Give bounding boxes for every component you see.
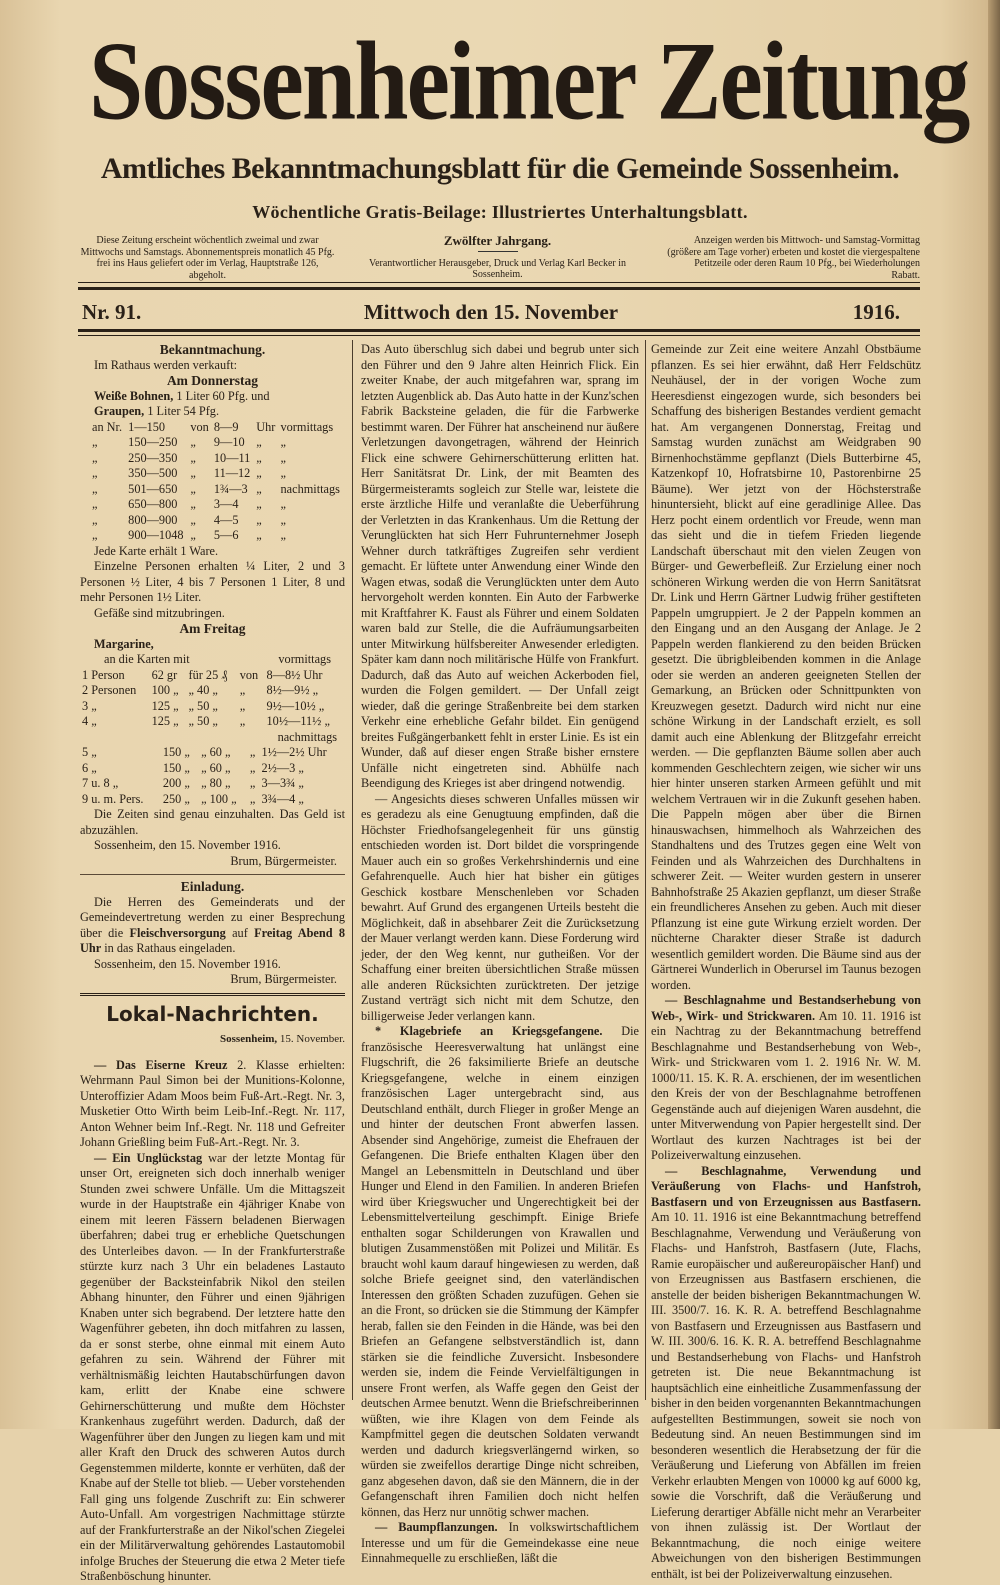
table-cell: 5—6 [213,528,239,542]
article-headline: — Das Eiserne Kreuz [94,1057,228,1072]
table-cell: 8½—9½ „ [266,683,319,697]
article-accident-day [80,1151,345,1585]
times-note: Die Zeiten sind genau einzuhalten. Das Geld ist abzuzählen. [80,807,345,837]
notice-place-date: Sossenheim, den 15. November 1916. [94,838,281,852]
masthead-title: Sossenheimer Zeitung [88,19,969,144]
table-cell: „ [280,512,286,527]
table-cell: 2½—3 „ [261,760,304,775]
article-tree-planting [361,1520,639,1567]
table-cell: 800—900 [128,512,178,527]
table-cell: „ [190,528,196,542]
table-cell: 9½—10½ „ [266,698,325,713]
table-row [80,792,345,808]
local-news-heading: Lokal-Nachrichten. [106,1001,319,1026]
table-cell: vormittags [280,419,334,434]
table-cell: 150 „ [162,745,190,759]
table-cell: 5 „ [82,745,97,759]
table-cell: an Nr. [92,419,123,434]
table-cell: „ [249,791,256,806]
table-cell: „ [249,776,256,790]
table-cell: von [239,667,259,682]
table-row [80,497,345,513]
invitation-topic: Fleischversorgung [129,925,226,940]
table-row [80,745,345,761]
table-cell: „ 80 „ [201,776,231,790]
issue-date: Mittwoch den 15. November [363,300,619,324]
table-cell: 8—8½ Uhr [266,667,323,682]
publisher-info [355,235,640,281]
barley-price: 1 Liter 54 Pfg. [147,404,220,418]
table-cell: „ 50 „ [188,698,218,713]
table-cell: „ [190,481,196,496]
masthead [60,19,969,144]
article-body: Die französische Heeresverwaltung hat unlängst eine Flugschrift, die 26 faksimilierte Briefe an deutsche Kriegsgefangene, welche in einem einzigen französischen Lager untergebracht sind, aus Deutschland enthält, durch Flieger in großer Menge an und hinter der deutschen Front abwerfen lassen. Absender sind Angehörige, zumeist die Ehefrauen der Gefangenen. Die Briefe enthalten Klagen über den Mangel an Lebensmitteln in Deutschland und über Hunger und Elend in den Familien. In anderen Briefen wird über Kriegswucher und Ungerechtigkeit bei der Lebensmittelverteilung geschimpft. Einige Briefe enthalten sogar Schilderungen von Krawallen und blutigen Zusammenstößen mit Polizei und Militär. Es braucht wohl kaum darauf hingewiesen zu werden, daß solche Briefe geeignet sind, den vaterländischen Interessen den größten Schaden zuzufügen. Gehen sie an die Front, so drücken sie die Stimmung der Kämpfer herab, fallen sie den Feinden in die Hände, was bei den Briefen an Gefangene selbstverständlich ist, dann stärken sie die feindliche Zuversicht. Insbesondere werden sie, indem die Feinde Vervielfältigungen in unsere Front werfen, als Waffe gegen den Geist der deutschen Armee benutzt. Wenn die Briefschreiberinnen wüßten, wie ihre Klagen von dem Feinde als Kampfmittel gegen die deutschen Soldaten verwandt werden und dadurch kriegsverlängernd wirken, so würden sie zweifellos derartige Dinge nicht schreiben, ganz abgesehen davon, daß sie den Männern, die in der Gefangenschaft ihren Familien doch nicht helfen können, das Herz nur unnötig schwer machen. [361,1024,639,1519]
table-cell: „ [239,714,246,728]
table-cell: „ [239,683,246,697]
table-cell: „ [92,497,98,511]
margarine-lead: Margarine, [94,636,154,651]
table-cell: „ [190,512,196,527]
friday-heading: Am Freitag [179,621,246,636]
table-cell: „ [190,450,196,465]
table-cell: 3—3¾ „ [261,776,304,790]
table-cell: „ [190,435,196,449]
table-row [80,466,345,482]
article-body: Am 10. 11. 1916 ist ein Nachtrag zu der Bekanntmachung betreffend Beschlagnahme und Bestandserhebung von Web-, Wirk- und Strickwaren vom 1. 2. 1916 Nr. W. M. 1000/11. 15. K. R. A. erschienen, der im wesentlichen den Kreis der von der Beschlagnahme betroffenen Gegenstände auch auf diejenigen Waren ausdehnt, die unter Mitverwendung von Papier hergestellt sind. Der Wortlaut des kurzen Nachtrages ist bei der Polizeiverwaltung einzusehen. [651,1008,921,1162]
table-cell: 4 „ [82,714,97,728]
table-cell: „ [280,435,286,449]
invitation-text [80,895,345,957]
margarine-morning: vormittags [278,652,331,666]
table-cell: „ [256,450,262,465]
table-cell: 250 „ [162,791,190,806]
table-cell: „ [249,760,256,775]
issue-year: 1916. [852,300,900,324]
article-headline: — Beschlagnahme und Bestandserhebung von Web-, Wirk- und Strickwaren. [651,993,921,1023]
table-cell: „ [280,497,286,511]
margarine-cards: an die Karten mit [104,652,190,666]
table-cell: 10½—11½ „ [266,714,330,728]
masthead-subtitle-box [60,150,940,188]
table-cell: „ [239,698,246,713]
article-headline: * Klagebriefe an Kriegsgefangene. [375,1024,603,1038]
article-body: 2. Klasse erhielten: Wehrmann Paul Simon bei der Munitions-Kolonne, Unteroffizier Adam Moos beim Fuß-Art.-Regt. Nr. 3, Musketier Otto Wirth beim Leib-Inf.-Regt. Nr. 117, Anton Wehner beim Inf.-Regt. Nr. 118 und Gefreiter Johann Grießling beim Fuß-Art.-Regt. Nr. 3. [80,1057,345,1149]
article-flax-seizure [651,1164,921,1583]
table-cell: 8—9 [213,419,239,434]
table-row [80,482,345,498]
rule [78,335,920,336]
column-2 [361,342,639,1567]
table-cell: für 25 ₰ [188,667,228,682]
subscription-info: Diese Zeitung erscheint wöchentlich zweimal und zwar Mittwochs und Samstags. Abonnementspreis monatlich 45 Pfg. frei ins Haus geliefert oder im Verlag, Hauptstraße 126, abgeholt. [80,235,335,281]
table-cell: 4—5 [213,512,239,527]
table-cell: 1—150 [128,419,166,434]
table-row [80,668,345,684]
table-row [80,420,345,436]
table-row [80,528,345,544]
table-cell: 200 „ [162,776,190,790]
notice-intro: Im Rathaus werden verkauft: [94,357,238,372]
volume-year: Zwölfter Jahrgang. [443,233,552,248]
barley-label: Graupen, [94,404,145,418]
invitation-text-3: in das Rathaus eingeladen. [104,941,236,955]
table-cell: „ 60 „ [201,760,231,775]
invitation-title: Einladung. [180,879,245,894]
table-cell: „ [280,466,286,480]
table-cell: 150—250 [128,435,178,449]
rule [78,329,920,332]
table-cell: „ [256,435,262,449]
article-cemetery-wall: — Angesichts dieses schweren Unfalles müssen wir es geradezu als eine Genugtuung empfinden, daß die Höchster Friedhofsangelegenheit für uns günstig entschieden worden ist. Dort bildet die vorspringende Mauer auch ein so großes Verkehrshindernis und eine Gefahrenquelle. Auch hier hat bisher ein gütiges Geschick kostbare Menschenleben vor Schaden bewahrt. Auf Grund des ergangenen Urteils besteht die Möglichkeit, daß in absehbarer Zeit die Zurücksetzung der Mauer verlangt werden kann. Diese Forderung wird jeder, der den Weg kennt, nur gutheißen. Vor der Schaffung einer breiten übersichtlichen Straße müssen alle anderen Rücksichten zurücktreten. Der jetzige Zustand verträgt sich nicht mit dem Schutze, den billigerweise Jeder verlangen kann. [361,791,639,1023]
table-cell: „ [190,497,196,511]
masthead-subtitle: Amtliches Bekanntmachungsblatt für die Gemeinde Sossenheim. [100,152,900,185]
table-cell: „ [249,745,256,759]
invitation-signature: Brum, Bürgermeister. [230,972,337,986]
table-cell: „ [256,497,262,511]
table-cell: 1 Person [82,667,125,682]
table-cell: von [190,419,209,434]
article-body: Am 10. 11. 1916 ist eine Bekanntmachung betreffend Beschlagnahme, Verwendung und Veräußerung von Flachs- und Hanfstroh, Bastfasern (Jute, Flachs, Ramie europäischer und außereuropäischer Hanf) und von Erzeugnissen aus Bastfasern erschienen, die anstelle der beiden bisherigen Bekanntmachungen W. III. 3500/7. 16. K. R. A. betreffend Beschlagnahme von Bastfasern und Erzeugnissen aus Bastfasern und W. III. 300/6. 16. K. R. A. betreffend Beschlagnahme und Bestandserhebung von Flachs- und Hanfstroh getreten ist. Die neue Bekanntmachung ist hauptsächlich eine einheitliche Zusammenfassung der bisher in den beiden vorgenannten Bekanntmachungen aufgestellten Bestimmungen, soweit sie noch von Bedeutung sind. An neuen Bestimmungen sind im besonderen wesentlich die Herabsetzung der für die Veräußerung und Lieferung von Abfällen im freien Verkehr erlaubten Mengen von 10000 kg auf 6000 kg, sowie die Vorschrift, daß die Veräußerung und Lieferung derartiger Abfälle nicht mehr an Verarbeiter von ihnen zulässig ist. Der Wortlaut der Bekanntmachung, die noch einige weitere Abweichungen von den bisherigen Bestimmungen enthält, ist bei der Polizeiverwaltung einzusehen. [651,1210,921,1581]
page-edge [988,0,1000,1429]
table-cell: 650—800 [128,497,178,511]
table-cell: nachmittags [280,481,340,496]
table-cell: „ 60 „ [201,745,231,759]
table-cell: 10—11 [213,450,251,465]
table-cell: „ [256,466,262,480]
table-cell: „ [280,528,286,542]
vessel-note: Gefäße sind mitzubringen. [94,605,225,620]
table-row [80,776,345,792]
supplement-box [60,200,940,224]
table-cell: „ [190,466,196,480]
table-row [80,714,345,730]
table-cell: 2 Personen [82,683,137,697]
column-divider [645,340,646,1400]
article-headline: — Beschlagnahme, Verwendung und Veräußerung von Flachs- und Hanfstroh, Bastfasern und von Erzeugnissen aus Bastfasern. [651,1163,921,1209]
table-cell: 125 „ [151,714,179,728]
table-cell: 150 „ [162,760,190,775]
margarine-afternoon: nachmittags [277,729,337,744]
publisher-text: Verantwortlicher Herausgeber, Druck und Verlag Karl Becker in Sossenheim. [368,257,627,280]
divider [80,874,345,875]
table-cell: „ 40 „ [188,683,218,697]
table-cell: 100 „ [151,683,179,697]
table-row [80,513,345,529]
table-cell: „ 100 „ [201,791,237,806]
article-textile-seizure [651,993,921,1164]
beans-label: Weiße Bohnen, [94,388,174,403]
table-cell: 125 „ [151,698,179,713]
thursday-heading: Am Donnerstag [166,373,259,388]
notice-title: Bekanntmachung. [159,342,266,357]
issue-number: Nr. 91. [82,300,142,324]
invitation-text-1: Die Herren des Gemeinderats und der Gemeindevertretung werden zu einer Besprechung über die [80,894,345,940]
table-cell: „ [256,481,262,496]
margarine-table-afternoon [80,745,345,807]
table-cell: 9 u. m. Pers. [82,791,144,806]
margarine-label [80,637,345,653]
supplement-line: Wöchentliche Gratis-Beilage: Illustriertes Unterhaltungsblatt. [252,202,748,222]
table-row [80,451,345,467]
rule [78,287,920,290]
invitation-place-date: Sossenheim, den 15. November 1916. [94,956,281,971]
invitation-text-2: auf [232,925,248,940]
advertising-info: Anzeigen werden bis Mittwoch- und Samstag-Vormittag (größere am Tage vorher) erbeten und kostet die viergespaltene Petitzeile oder deren Raum 10 Pfg., bei Wiederholungen Rabatt. [667,235,920,281]
table-cell: 900—1048 [128,528,184,542]
margarine-subhead [80,652,345,668]
table-cell: 9—10 [213,435,245,449]
table-cell: 7 u. 8 „ [82,776,119,790]
divider [478,251,518,252]
table-cell: „ [280,450,286,465]
sale-schedule-table [80,420,345,544]
table-cell: „ [92,435,98,449]
table-cell: 1½—2½ Uhr [261,745,327,759]
article-tree-planting-cont: Gemeinde zur Zeit eine weitere Anzahl Obstbäume pflanzen. Es sei hier erwähnt, daß Herr Feldschütz Neuhäusel, der in der vorigen Woche zum Heeresdienst eingezogen wurde, sich besonders bei Schaffung des bisherigen Bestandes verdient gemacht hat. Am vergangenen Donnerstag, Freitag und Samstag wurden zunächst am Weidgraben 90 Birnenhochstämme gepflanzt (Diels Butterbirne 45, Katzenkopf 10, Hofratsbirne 10, Pastorenbirne 25 Bäume). Wer jetzt von der Höchsterstraße hinuntersieht, blickt auf eine geradlinige Allee. Das Herz pocht einem ordentlich vor Freude, wenn man das sieht und die in tiefem Frieden liegende Landschaft überschaut mit den vielen Zeugen von Bürger- und Gewerbefleiß. Zur Erzielung einer noch schöneren Wirkung werden die von Herrn Sanitätsrat Dr. Link und Herrn Gärtner Ludwig früher gestifteten Pappeln umgruppiert. Je 2 der Pappeln kommen an den Eingang und an den Ausgang der Anlage. Je 2 Pappeln werden flankierend zu den beiden Brücken gesetzt. Die übrigbleibenden kommen in die Anlage oder sie werden an anderen geeigneten Stellen der Gemarkung, an Brücken oder Schnittpunkten von Kreuzwegen gesetzt. Dadurch wird nicht nur eine schöne Wirkung in der Landschaft erzielt, es soll damit auch eine Ablenkung der Blitzgefahr erreicht werden. — Die gepflanzten Bäume sollen aber auch kommenden Geschlechtern zeigen, wie sicher wir uns hier hinter unseren starken Armeen gefühlt und mit welchem Vertrauen wir in die Zukunft gesehen haben. Die Pappeln mögen aber über die Birnen hinauswachsen, himmelhoch als Wahrzeichen des Standhaltens und des Trutzes gegen eine Welt von Feinden und als Wahrzeichen des Durchhaltens in schwerer Zeit. — Weiter wurden gestern in unserer Bahnhofstraße 25 Akazien gepflanzt, um dieser Straße ein freundlicheres Ansehen zu geben. Auch mit dieser Pflanzung ist eine gute Wirkung erzielt worden. Der nüchterne Charakter dieser Straße ist dadurch wesentlich gemildert worden. Die Bäume sind aus der Gärtnerei Wunderlich in Oberursel im Taunus bezogen worden. [651,342,921,992]
table-cell: „ [92,466,98,480]
table-cell: „ [92,481,98,496]
table-cell: 501—650 [128,481,178,496]
table-cell: „ [92,528,98,542]
table-cell: 1¾—3 [213,481,248,496]
table-cell: 350—500 [128,466,178,480]
article-auto-accident-cont: Das Auto überschlug sich dabei und begrub unter sich den Führer und den 9 Jahre alten Heinrich Flick. Ein zweiter Knabe, der auch mitgefahren war, sprang im letzten Augenblick ab. Das Auto hatte in der Kunz'schen Fabrik Backsteine geladen, die für die Farbwerke bestimmt waren. Der Führer hat anscheinend nur äußere Verletzungen davongetragen, während der Heinrich Flick eine schwere Gehirnerschütterung erlitten hat. Herr Sanitätsrat Dr. Link, der mit Beamten des Bürgermeisteramts sogleich zur Stelle war, leistete die erste ärztliche Hilfe und veranlaßte die Ueberführung der Verletzten in das Krankenhaus. Um die Rettung der Verunglückten hat sich Herr Fuhrunternehmer Joseph Wehner durch tatkräftiges Zugreifen sehr verdient gemacht. Er lüftete unter Anwendung einer Winde den Wagen etwas, sodaß die Verunglückten unter dem Auto hervorgeholt werden konnten. Ein Auto der Farbwerke mit Kraftfahrer K. Faust als Führer und einem Soldaten waren bald zur Stelle, die die Aufräumungsarbeiten unter Mitwirkung hülfsbereiter Anwesender erledigten. Später kam dann noch militärische Hülfe von Frankfurt. Dadurch, daß das Auto auf weichen Ackerboden fiel, wurden die Folgen gemildert. — Der Unfall zeigt wieder, daß die geringe Straßenbreite bei dem starken Verkehr eine erhebliche Gefahr bildet. Ein genügend breites Fußgängerbankett fehlt in erster Linie. Es ist ein Wunder, daß auf dieser engen Straße bisher ernstere Unfälle nicht eingetreten sind. Abhülfe nach Beendigung des Krieges ist aber dringend notwendig. [361,342,639,790]
issue-line [80,297,920,327]
article-iron-cross [80,1058,345,1151]
table-row [80,761,345,777]
beans-price: 1 Liter 60 Pfg. und [176,388,270,403]
local-news-dateline [80,1032,345,1048]
table-cell: „ [256,512,262,527]
table-row [80,683,345,699]
notice-signature: Brum, Bürgermeister. [230,853,337,868]
article-headline: — Baumpflanzungen. [375,1520,498,1534]
table-cell: 3¾—4 „ [261,791,304,806]
article-body: war der letzte Montag für unser Ort, ereigneten sich doch innerhalb weniger Stunden zwei schwere Unfälle. Um die Mittagszeit wurde in der Hauptstraße ein 4jähriger Knabe von einem mit leeren Fässern beladenen Bierwagen überfahren; dabei trug er erhebliche Quetschungen des Unterleibes davon. — In der Frankfurterstraße stürzte kurz nach 3 Uhr ein beladenes Lastauto gegenüber der Backsteinfabrik Nikol den steilen Abhang hinunter, den Führer und einen 9jährigen Knaben unter sich begrabend. Der letztere hatte den Wagenführer gebeten, ihn doch mitfahren zu lassen, da er sonst sterbe, ohne einmal mit einem Auto gefahren zu sein. Während der Führer mit verhältnismäßig leichten Hautabschürfungen davon kam, erlitt der Knabe eine schwere Gehirnerschütterung und mußte dem Höchster Krankenhaus zugeführt werden. Dadurch, daß der Wagenführer über den Jungen zu liegen kam und mit aller Kraft den Druck des schweren Autos durch Gegenstemmen milderte, konnte er verhüten, daß der Knabe auf der Stelle tot blieb. — Ueber vorstehenden Fall ging uns folgende Zuschrift zu: Ein schwerer Auto-Unfall. Am vorgestrigen Nachmittage stürzte auf der Frankfurterstraße an der Nikol'schen Ziegelei ein der Militärverwaltung gehörendes Lastautomobil infolge Bruches der Steuerung die etwa 2 Meter tiefe Straßenböschung hinunter. [80,1150,345,1583]
column-divider [352,340,353,1400]
table-cell: 3—4 [213,497,239,511]
table-cell: 250—350 [128,450,178,465]
article-complaint-letters [361,1024,639,1520]
column-3 [651,342,921,1582]
table-cell: „ 50 „ [188,714,218,728]
divider [80,993,345,997]
table-cell: „ [92,512,98,527]
rule [78,282,920,283]
invitation-time: Freitag Abend 8 Uhr [80,925,346,955]
dateline-date: 15. November. [279,1033,345,1045]
table-cell: 6 „ [82,760,97,775]
dateline-place: Sossenheim, [220,1033,278,1045]
table-cell: Uhr [256,419,276,434]
margarine-table-morning [80,668,345,730]
beans-line [80,389,345,405]
article-headline: — Ein Unglückstag [94,1150,203,1165]
table-cell: „ [92,450,98,465]
card-note: Jede Karte erhält 1 Ware. [94,543,219,558]
column-1 [80,342,345,1585]
table-row [80,699,345,715]
table-row [80,435,345,451]
table-cell: „ [256,528,262,542]
barley-line [80,404,345,420]
table-cell: 62 gr [151,667,178,682]
table-cell: 11—12 [213,466,251,480]
table-cell: 3 „ [82,698,97,713]
persons-note: Einzelne Personen erhalten ¼ Liter, 2 und 3 Personen ½ Liter, 4 bis 7 Personen 1 Liter, 8 und mehr Personen 1½ Liter. [80,559,345,604]
article-body: In volkswirtschaftlichem Interesse und um für die Gemeindekasse eine neue Einnahmequelle zu erschließen, läßt die [361,1520,639,1565]
